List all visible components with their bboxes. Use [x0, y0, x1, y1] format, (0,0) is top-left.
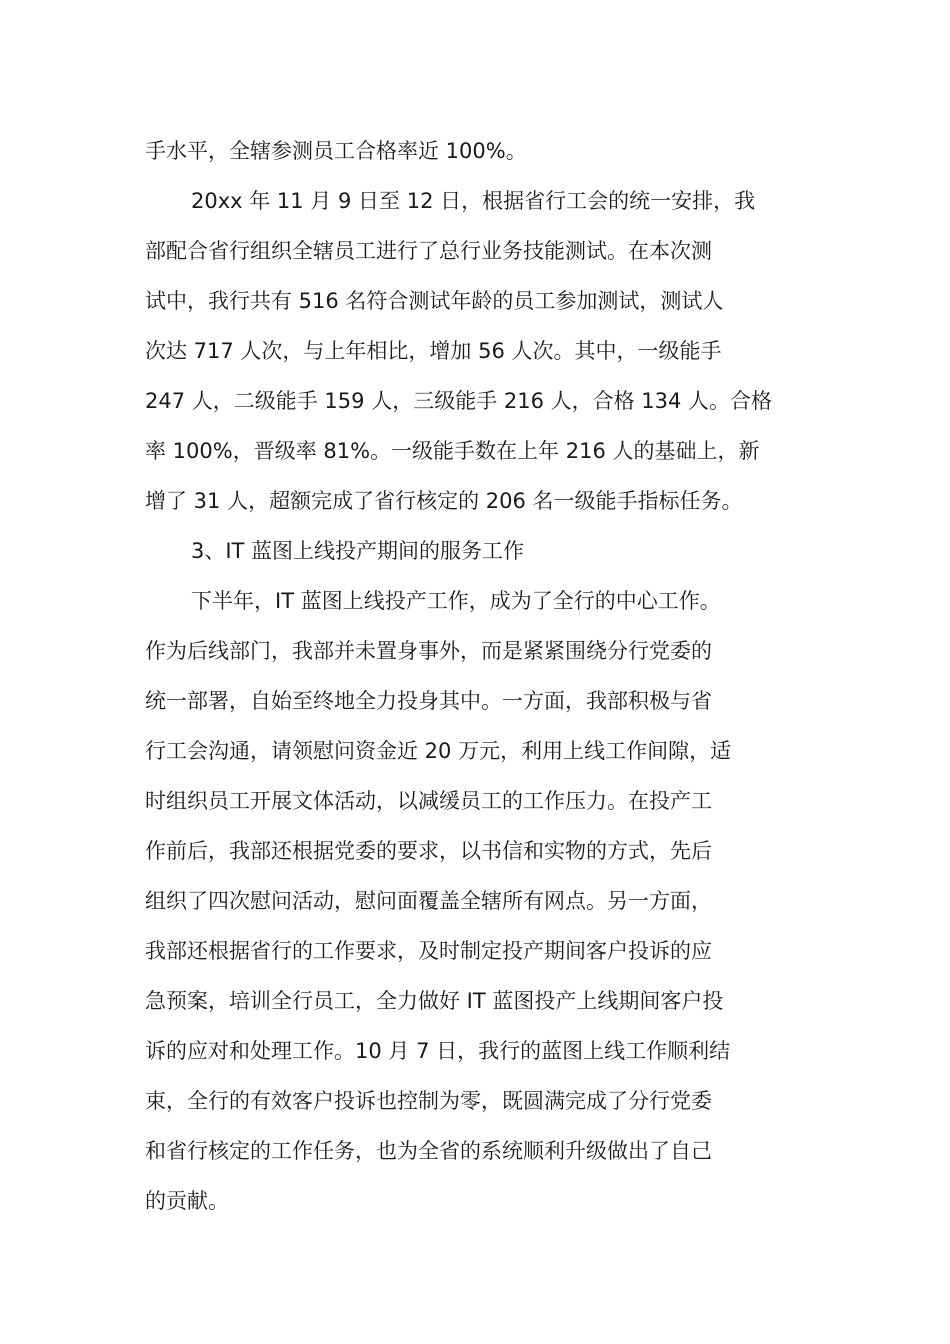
text-line: 急预案，培训全行员工，全力做好 IT 蓝图投产上线期间客户投	[145, 989, 724, 1013]
text-line: 统一部署，自始至终地全力投身其中。一方面，我部积极与省	[145, 689, 712, 713]
document-body	[145, 126, 807, 1226]
text-line: 我部还根据省行的工作要求，及时制定投产期间客户投诉的应	[145, 939, 712, 963]
text-line: 20xx 年 11 月 9 日至 12 日，根据省行工会的统一安排，我	[191, 189, 756, 213]
text-line: 行工会沟通，请领慰问资金近 20 万元，利用上线工作间隙，适	[145, 739, 732, 763]
text-line: 247 人，二级能手 159 人，三级能手 216 人，合格 134 人。合格	[145, 389, 773, 413]
text-line: 试中，我行共有 516 名符合测试年龄的员工参加测试，测试人	[145, 289, 724, 313]
text-line: 时组织员工开展文体活动，以减缓员工的工作压力。在投产工	[145, 789, 712, 813]
text-line: 的贡献。	[145, 1189, 229, 1213]
text-line: 下半年，IT 蓝图上线投产工作，成为了全行的中心工作。	[191, 589, 721, 613]
text-line: 和省行核定的工作任务，也为全省的系统顺利升级做出了自己	[145, 1139, 712, 1163]
text-line: 手水平，全辖参测员工合格率近 100%。	[145, 139, 527, 163]
section-heading: 3、IT 蓝图上线投产期间的服务工作	[191, 539, 525, 563]
text-line: 诉的应对和处理工作。10 月 7 日，我行的蓝图上线工作顺利结	[145, 1039, 731, 1063]
text-line: 作为后线部门，我部并未置身事外，而是紧紧围绕分行党委的	[145, 639, 712, 663]
text-line: 作前后，我部还根据党委的要求，以书信和实物的方式，先后	[145, 839, 712, 863]
text-line: 组织了四次慰问活动，慰问面覆盖全辖所有网点。另一方面，	[145, 889, 712, 913]
text-line: 部配合省行组织全辖员工进行了总行业务技能测试。在本次测	[145, 239, 712, 263]
text-line: 增了 31 人，超额完成了省行核定的 206 名一级能手指标任务。	[145, 489, 743, 513]
text-line: 率 100%，晋级率 81%。一级能手数在上年 216 人的基础上，新	[145, 439, 760, 463]
text-line: 束，全行的有效客户投诉也控制为零，既圆满完成了分行党委	[145, 1089, 712, 1113]
text-line: 次达 717 人次，与上年相比，增加 56 人次。其中，一级能手	[145, 339, 722, 363]
